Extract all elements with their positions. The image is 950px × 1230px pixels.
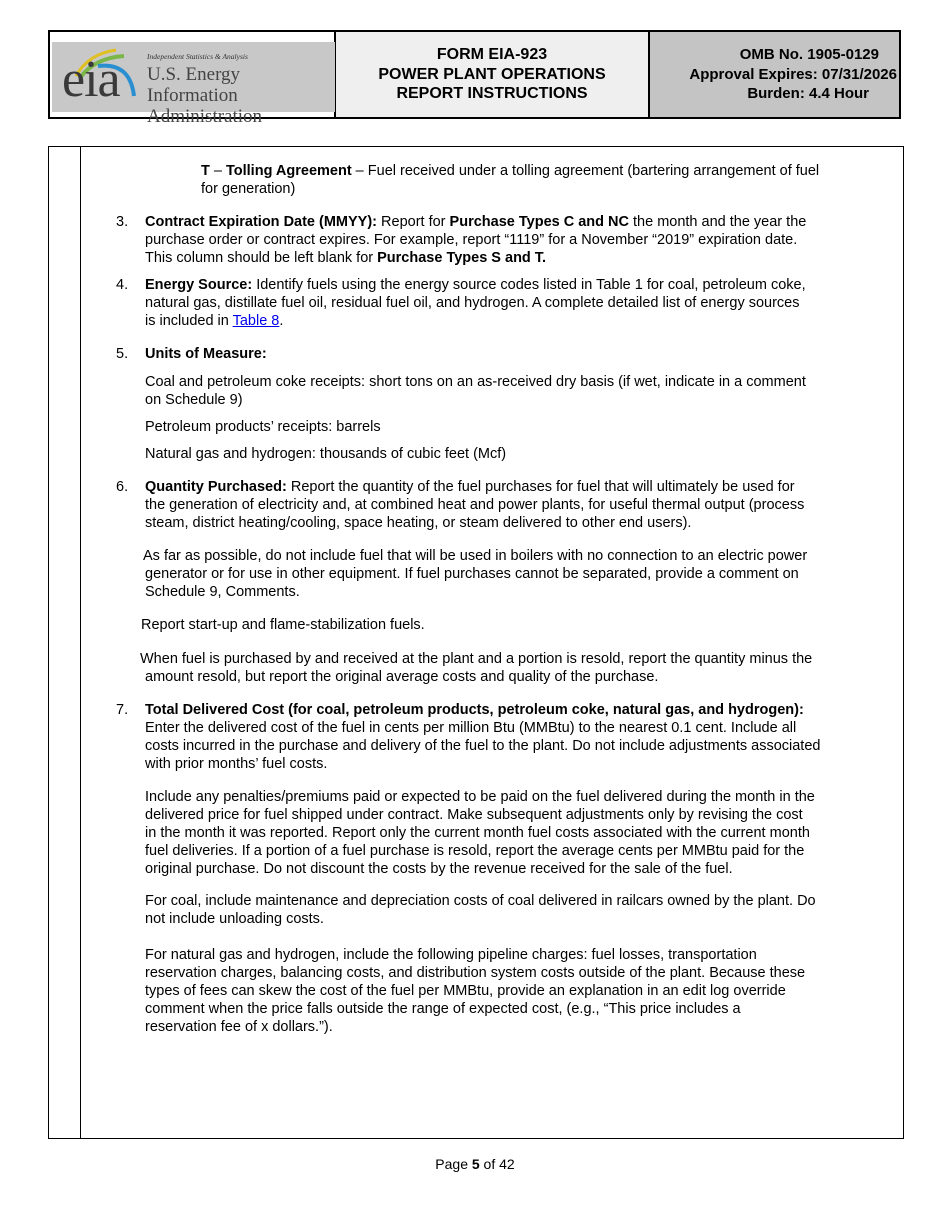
item7-p2-l5: original purchase. Do not discount the costs by the revenue received for the sale of the fuel. xyxy=(145,861,733,877)
form-title-line1: FORM EIA-923 xyxy=(436,46,548,64)
item7-number: 7. xyxy=(116,702,129,718)
logo-org-line2: Administration xyxy=(147,106,263,127)
tolling-agreement xyxy=(201,162,871,198)
item3-line2: purchase order or contract expires. For example, report “1119” for a November “2019” expiration date. xyxy=(145,232,798,248)
item7-para3 xyxy=(145,892,885,928)
item5-units-of-measure xyxy=(145,345,875,363)
item6-l1: Report the quantity of the fuel purchases for fuel that will ultimately be used for xyxy=(286,479,795,495)
logo-tagline: Independent Statistics & Analysis xyxy=(147,52,248,61)
item6-number: 6. xyxy=(116,479,129,495)
item3-t2: the month and the year the xyxy=(628,214,807,230)
logo-org-line1: U.S. Energy Information xyxy=(147,64,241,106)
item7-p3-l1: For coal, include maintenance and depreciation costs of coal delivered in railcars owned by the plant. Do xyxy=(145,893,816,909)
tolling-text: – Fuel received under a tolling agreement (bartering arrangement of fuel xyxy=(351,163,820,179)
item7-p4-l5: reservation fee of x dollars.”). xyxy=(145,1019,333,1035)
units-gas: Natural gas and hydrogen: thousands of cubic feet (Mcf) xyxy=(145,446,507,462)
item4-l1: Identify fuels using the energy source codes listed in Table 1 for coal, petroleum coke, xyxy=(252,277,806,293)
item7-total-delivered-cost xyxy=(145,701,885,773)
item6-quantity-purchased xyxy=(145,478,875,532)
item7-p2-l1: Include any penalties/premiums paid or expected to be paid on the fuel delivered during the month in the xyxy=(145,789,815,805)
item7-p2-l2: delivered price for fuel shipped under contract. Make subsequent adjustments only by revising the cost xyxy=(145,807,803,823)
item4-l3b: . xyxy=(279,313,284,329)
omb-info xyxy=(650,32,899,117)
eia-logo-cell xyxy=(50,32,336,127)
item4-number: 4. xyxy=(116,277,129,293)
item3-b1: Purchase Types C and NC xyxy=(449,214,629,230)
item7-p4-l3: types of fees can skew the cost of the fuel per MMBtu, provide an explanation in an edit log override xyxy=(145,983,786,999)
item6-p4-l1: When fuel is purchased by and received at the plant and a portion is resold, report the quantity minus the xyxy=(140,651,813,667)
item7-para2 xyxy=(145,788,885,878)
item7-p3-l2: not include unloading costs. xyxy=(145,911,324,927)
units-coal-l2: on Schedule 9) xyxy=(145,392,243,408)
logo-org-name xyxy=(147,64,334,127)
item6-p2-l1: As far as possible, do not include fuel that will be used in boilers with no connection to an electric power xyxy=(143,548,808,564)
item4-l3a: is included in xyxy=(145,313,233,329)
item3-l3b: Purchase Types S and T. xyxy=(377,250,547,266)
item6-l2: the generation of electricity and, at combined heat and power plants, for useful thermal output (process xyxy=(145,497,805,513)
form-header xyxy=(48,30,901,127)
item4-energy-source xyxy=(145,276,875,330)
eia-logo-mark: eia xyxy=(62,51,120,108)
margin-rule xyxy=(80,147,81,1138)
page-middle: of xyxy=(479,1156,500,1172)
item3-t1: Report for xyxy=(377,214,450,230)
item7-l3: with prior months’ fuel costs. xyxy=(145,756,328,772)
approval-expires: Approval Expires: 07/31/2026 xyxy=(689,65,897,83)
item6-para3: Report start-up and flame-stabilization fuels. xyxy=(141,617,425,633)
item5-number: 5. xyxy=(116,346,129,362)
item6-p2-l3: Schedule 9, Comments. xyxy=(145,584,300,600)
item7-p2-l3: in the month it was reported. Report only the current month fuel costs associated with the current month xyxy=(145,825,810,841)
units-coal xyxy=(145,373,875,409)
item7-p2-l4: fuel deliveries. If a portion of a fuel purchase is resold, report the average cents per MMBtu paid for the xyxy=(145,843,805,859)
form-title-line2: POWER PLANT OPERATIONS xyxy=(378,65,606,83)
item6-para2 xyxy=(143,547,873,601)
page-current: 5 xyxy=(471,1156,480,1172)
tolling-term: Tolling Agreement xyxy=(225,163,352,179)
units-petroleum: Petroleum products’ receipts: barrels xyxy=(145,419,381,435)
item5-label: Units of Measure: xyxy=(145,346,267,362)
burden: Burden: 4.4 Hour xyxy=(747,85,869,103)
item3-l3a: This column should be left blank for xyxy=(145,250,378,266)
item7-label: Total Delivered Cost (for coal, petroleum products, petroleum coke, natural gas, and hydrogen): xyxy=(145,702,804,718)
item7-l1: Enter the delivered cost of the fuel in cents per million Btu (MMBtu) to the nearest 0.1 cent. Include all xyxy=(145,720,797,736)
table-8-link[interactable]: Table 8 xyxy=(232,313,280,329)
item6-para4 xyxy=(140,650,880,686)
omb-number: OMB No. 1905-0129 xyxy=(739,46,879,64)
page-total: 42 xyxy=(499,1156,515,1172)
item3-number: 3. xyxy=(116,214,129,230)
tolling-code: T xyxy=(201,163,210,179)
item6-l3: steam, district heating/cooling, space heating, or steam delivered to other end users). xyxy=(145,515,692,531)
item6-p2-l2: generator or for use in other equipment. If fuel purchases cannot be separated, provide a comment on xyxy=(145,566,799,582)
item3-label: Contract Expiration Date (MMYY): xyxy=(145,214,378,230)
page-prefix: Page xyxy=(435,1156,472,1172)
item7-p4-l2: reservation charges, balancing costs, and distribution system costs outside of the plant. Because these xyxy=(145,965,806,981)
units-coal-l1: Coal and petroleum coke receipts: short tons on an as-received dry basis (if wet, indicate in a comment xyxy=(145,374,806,390)
tolling-dash: – xyxy=(209,163,226,179)
item4-line2: natural gas, distillate fuel oil, residual fuel oil, and hydrogen. A complete detailed list of energy sources xyxy=(145,295,800,311)
item7-p4-l1: For natural gas and hydrogen, include the following pipeline charges: fuel losses, transportation xyxy=(145,947,757,963)
item3-contract-expiration xyxy=(145,213,875,267)
item7-l2: costs incurred in the purchase and delivery of the fuel to the plant. Do not include adjustments associated xyxy=(145,738,821,754)
item4-label: Energy Source: xyxy=(145,277,253,293)
item7-para4 xyxy=(145,946,885,1036)
item6-p4-l2: amount resold, but report the original average costs and quality of the purchase. xyxy=(145,669,659,685)
item6-label: Quantity Purchased: xyxy=(145,479,287,495)
form-title-line3: REPORT INSTRUCTIONS xyxy=(396,85,588,103)
item7-p4-l4: comment when the price falls outside the range of expected cost, (e.g., “This price includes a xyxy=(145,1001,741,1017)
tolling-text-2: for generation) xyxy=(201,181,296,197)
page-number xyxy=(0,1156,950,1172)
form-title xyxy=(336,32,650,117)
